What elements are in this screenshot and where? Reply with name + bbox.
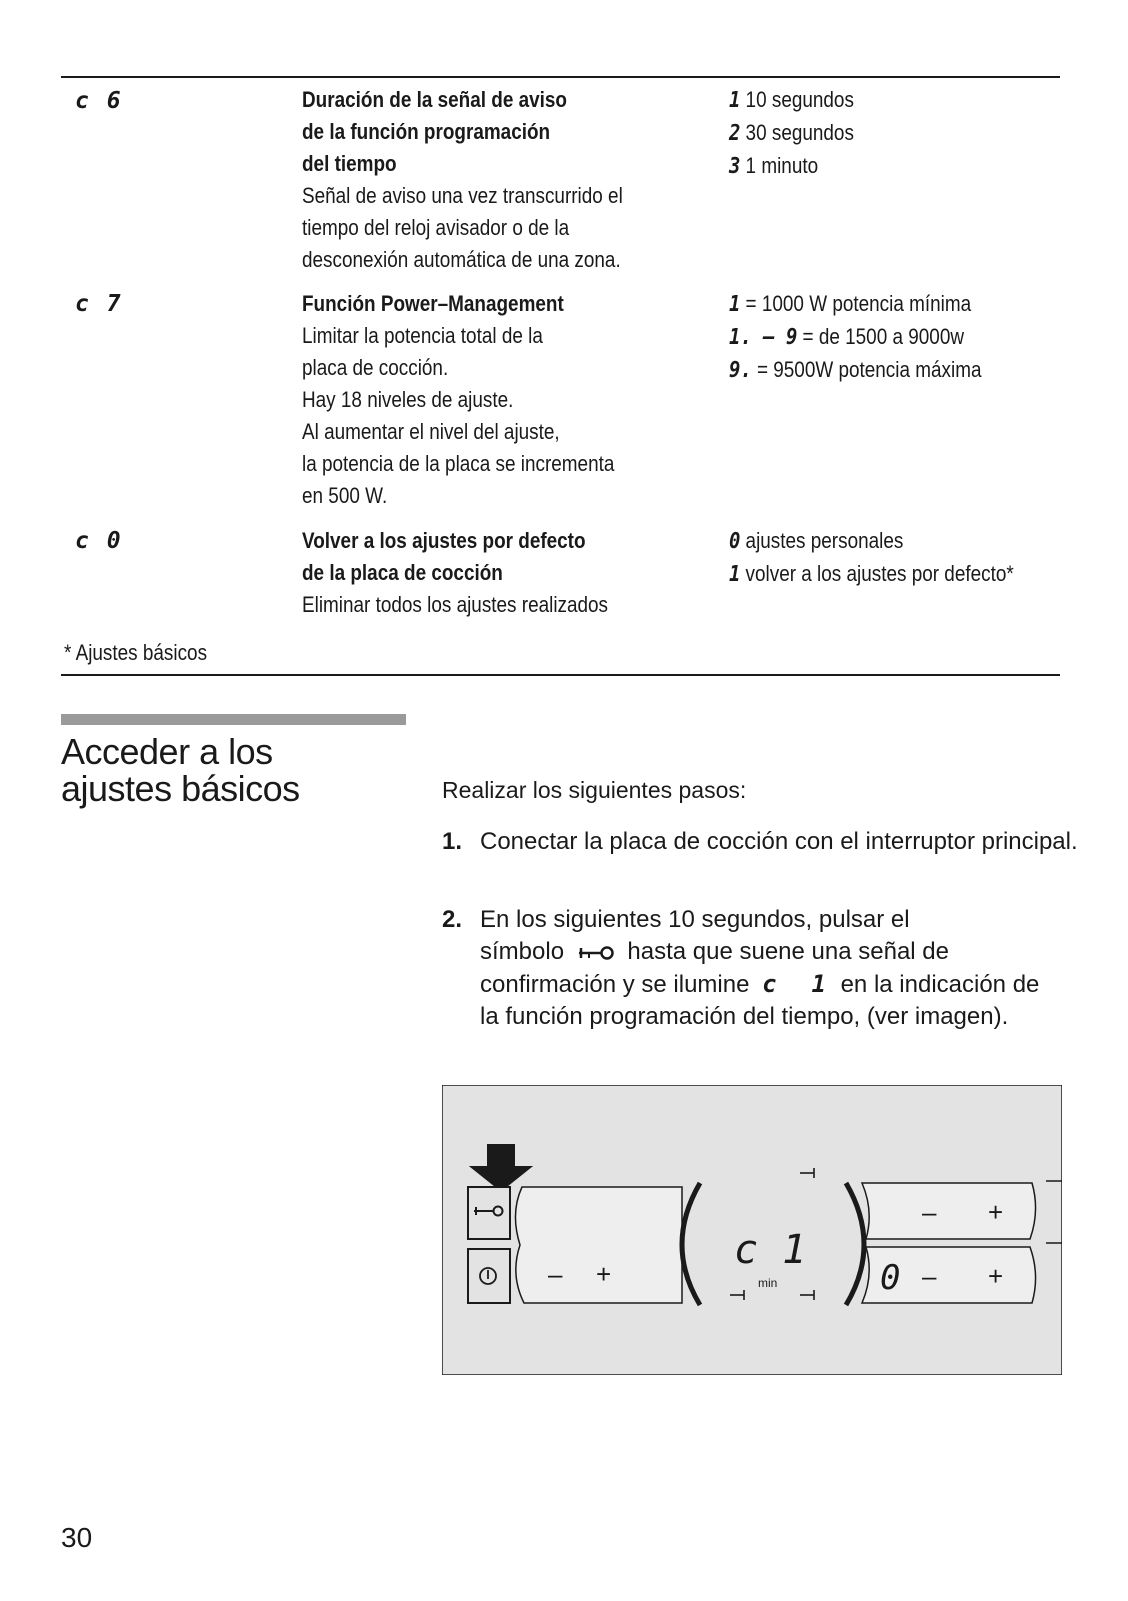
setting-c0-values (729, 525, 1014, 591)
control-panel-illustration (442, 1085, 1062, 1375)
table-top-rule (61, 76, 1060, 78)
value-line (729, 84, 854, 117)
right-upper-minus-symbol: – (922, 1197, 937, 1227)
setting-c6-title-line: Duración de la señal de aviso (302, 87, 567, 112)
setting-c7-title-line: Función Power–Management (302, 291, 564, 316)
setting-c7-desc-line: Hay 18 niveles de ajuste. (302, 387, 514, 412)
setting-code-c7: c 7 (75, 291, 123, 317)
setting-c0-title-line: de la placa de cocción (302, 560, 503, 585)
setting-c6-desc-line: tiempo del reloj avisador o de la (302, 215, 570, 240)
step-text-fragment: símbolo (480, 938, 565, 965)
value-key: 1 (729, 562, 741, 587)
value-text: 10 segundos (745, 87, 854, 112)
step-text-line: la función programación del tiempo, (ver imagen). (480, 1003, 1009, 1030)
value-text: 30 segundos (745, 120, 854, 145)
page-number: 30 (61, 1522, 93, 1553)
step-text-line (480, 968, 1100, 1001)
step-number: 2. (442, 906, 463, 933)
table-footnote: * Ajustes básicos (64, 640, 208, 665)
value-line (729, 354, 981, 387)
left-minus-symbol: – (548, 1259, 563, 1289)
setting-c6-desc-line: desconexión automática de una zona. (302, 247, 621, 272)
section-heading (61, 733, 300, 807)
setting-c0-description (302, 525, 608, 621)
step-text-line: En los siguientes 10 segundos, pulsar el (480, 906, 910, 933)
step-text (480, 904, 1100, 1033)
setting-c7-desc-line: la potencia de la placa se incrementa (302, 451, 615, 476)
value-line (729, 321, 981, 354)
section-heading-line: ajustes básicos (61, 768, 300, 809)
value-key: 3 (729, 154, 741, 179)
setting-c6-desc-line: Señal de aviso una vez transcurrido el (302, 183, 623, 208)
setting-code-c0: c 0 (75, 528, 123, 554)
timer-display: c 1 (734, 1227, 807, 1273)
setting-c0-desc-line: Eliminar todos los ajustes realizados (302, 592, 609, 617)
section-heading-line: Acceder a los (61, 731, 273, 772)
step-text-fragment: confirmación y se ilumine (480, 971, 750, 998)
control-panel-drawing (442, 1085, 1062, 1375)
table-bottom-rule (61, 674, 1060, 676)
left-plus-symbol: + (596, 1259, 612, 1289)
min-label: min (758, 1276, 778, 1290)
setting-c7-desc-line: Al aumentar el nivel del ajuste, (302, 419, 560, 444)
setting-c7-desc-line: placa de cocción. (302, 355, 449, 380)
key-lock-icon (575, 943, 617, 963)
right-upper-plus-symbol: + (988, 1197, 1004, 1227)
step-1 (442, 826, 1082, 896)
right-lower-plus-symbol: + (988, 1261, 1004, 1291)
section-accent-bar (61, 714, 406, 725)
value-text: volver a los ajustes por defecto* (745, 561, 1014, 586)
value-key: 1. – 9 (729, 325, 798, 350)
value-key: 9. (729, 358, 752, 383)
value-line (729, 525, 1014, 558)
value-key: 2 (729, 121, 741, 146)
setting-code-c6: c 6 (75, 88, 123, 114)
setting-c0-title-line: Volver a los ajustes por defecto (302, 528, 586, 553)
value-text: ajustes personales (745, 528, 904, 553)
step-number: 1. (442, 828, 463, 855)
setting-c6-title-line: del tiempo (302, 151, 397, 176)
value-line (729, 558, 1014, 591)
value-text: 1 minuto (745, 153, 819, 178)
setting-c6-title-line: de la función programación (302, 119, 551, 144)
step-text-fragment: en la indicación de (840, 971, 1040, 998)
zone-display: 0 (880, 1258, 901, 1298)
setting-c7-values (729, 288, 981, 387)
value-key: 1 (729, 88, 741, 113)
step-text: Conectar la placa de cocción con el interruptor principal. (480, 828, 1078, 855)
setting-c7-desc-line: en 500 W. (302, 483, 388, 508)
value-key: 1 (729, 292, 741, 317)
value-line (729, 117, 854, 150)
step-2 (442, 904, 1082, 1034)
setting-c7-description (302, 288, 614, 512)
value-line (729, 150, 854, 183)
setting-c7-desc-line: Limitar la potencia total de la (302, 323, 543, 348)
value-text: = de 1500 a 9000w (802, 324, 965, 349)
setting-c6-values (729, 84, 854, 183)
right-lower-minus-symbol: – (922, 1261, 937, 1291)
setting-c6-description (302, 84, 623, 276)
step-text-line (480, 936, 1100, 968)
display-code-c1: c 1 (762, 970, 828, 998)
steps-intro: Realizar los siguientes pasos: (442, 777, 747, 803)
value-key: 0 (729, 529, 741, 554)
value-text: = 1000 W potencia mínima (745, 291, 972, 316)
value-line (729, 288, 981, 321)
step-text-fragment: hasta que suene una señal de (627, 938, 949, 965)
value-text: = 9500W potencia máxima (756, 357, 982, 382)
